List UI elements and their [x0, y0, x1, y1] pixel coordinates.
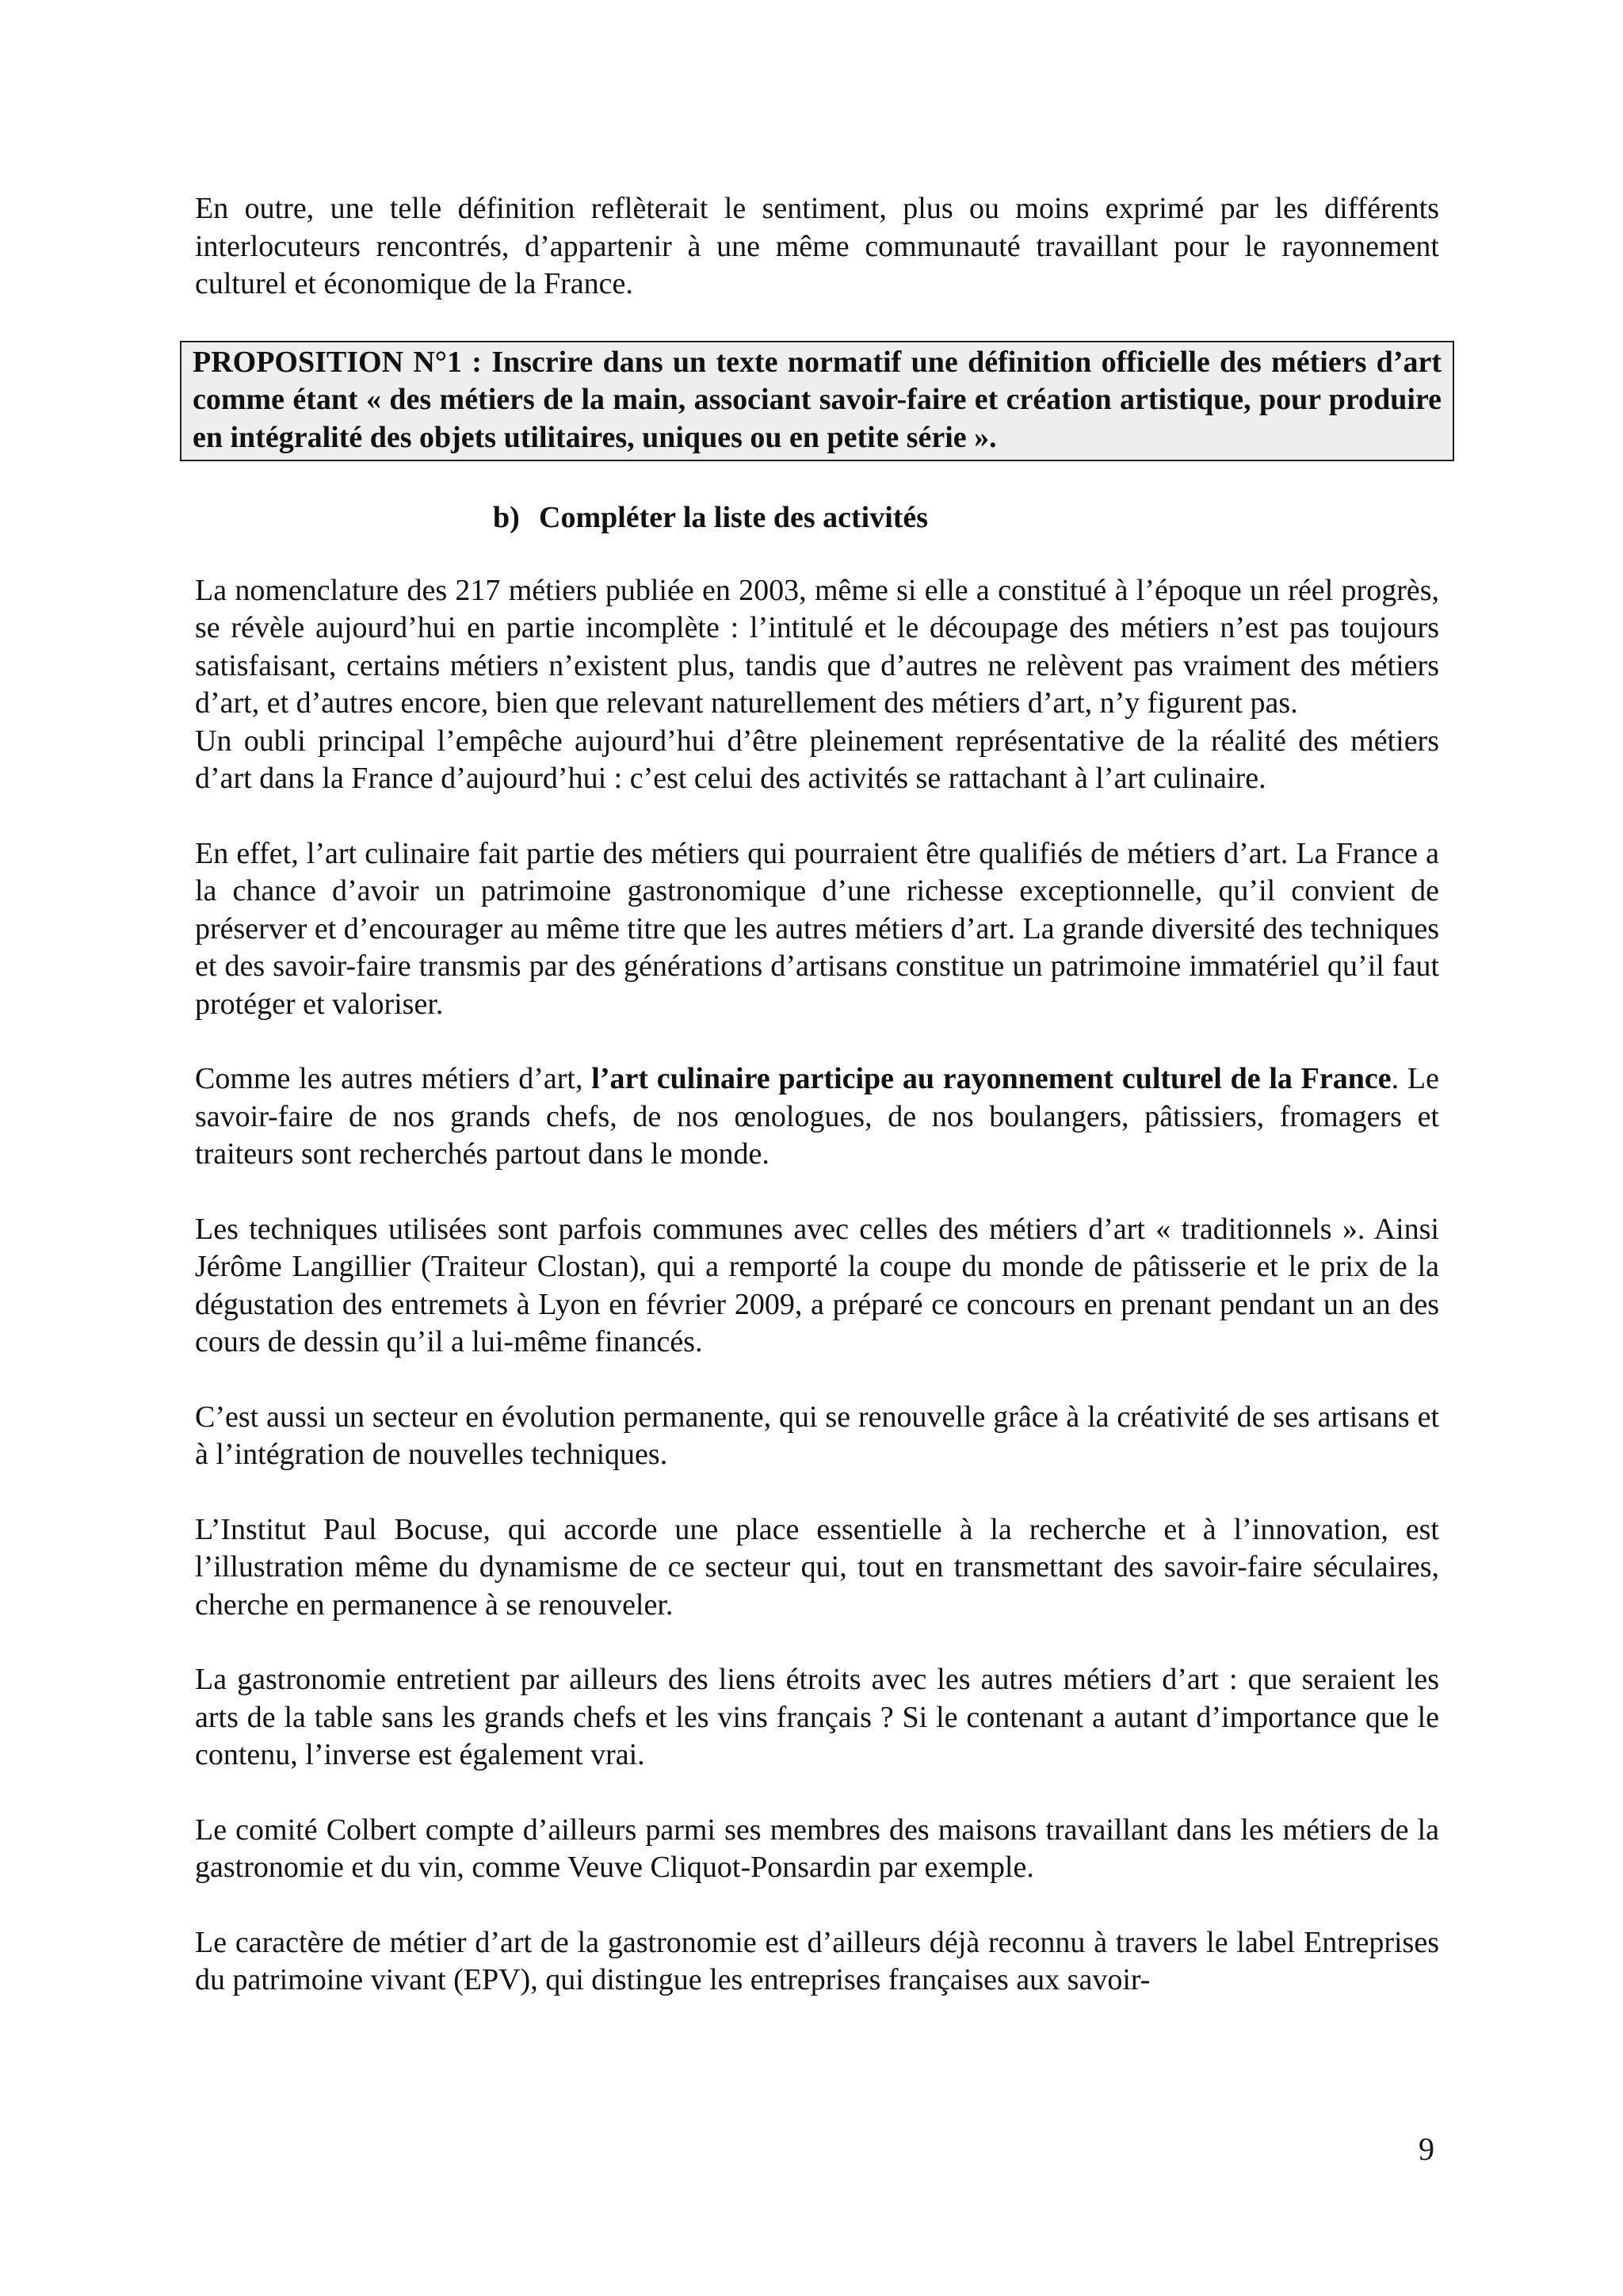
paragraph-techniques: Les techniques utilisées sont parfois communes avec celles des métiers d’art « traditionnels ». Ainsi Jérôme Langillier (Traiteur Clostan), qui a remporté la coupe du monde de pâtisserie et le prix de la dégustation des entremets à Lyon en février 2009, a préparé ce concours en prenant pendant un an des cours de dessin qu’il a lui-même financés.	[195, 1212, 1439, 1358]
paragraph-nomenclature: La nomenclature des 217 métiers publiée en 2003, même si elle a constitué à l’époque un réel progrès, se révèle aujourd’hui en partie incomplète : l’intitulé et le découpage des métiers n’est pas toujours satisfaisant, certains métiers n’existent plus, tandis que d’autres ne relèvent pas vraiment des métiers d’art, et d’autres encore, bien que relevant naturellement des métiers d’art, n’y figurent pas.	[195, 573, 1439, 720]
paragraph-oubli: Un oubli principal l’empêche aujourd’hui d’être pleinement représentative de la réalité des métiers d’art dans la France d’aujourd’hui : c’est celui des activités se rattachant à l’art culinaire.	[195, 724, 1439, 795]
paragraph-rayonnement	[195, 1060, 1439, 1174]
page-number: 9	[1419, 2131, 1434, 2167]
rayonnement-bold: l’art culinaire participe au rayonnement culturel de la France	[591, 1062, 1392, 1095]
paragraph-intro: En outre, une telle définition reflèterait le sentiment, plus ou moins exprimé par les différents interlocuteurs rencontrés, d’appartenir à une même communauté travaillant pour le rayonnement culturel et économique de la France.	[195, 192, 1439, 300]
paragraph-colbert: Le comité Colbert compte d’ailleurs parmi ses membres des maisons travaillant dans les métiers de la gastronomie et du vin, comme Veuve Cliquot-Ponsardin par exemple.	[195, 1813, 1439, 1884]
rayonnement-rest: . Le savoir-faire de nos grands chefs, de nos œnologues, de nos boulangers, pâtissiers, fromagers et traiteurs sont recherchés partout dans le monde.	[195, 1062, 1439, 1171]
paragraph-epv: Le caractère de métier d’art de la gastronomie est d’ailleurs déjà reconnu à travers le label Entreprises du patrimoine vivant (EPV), qui distingue les entreprises françaises aux savoir-	[195, 1925, 1439, 1996]
section-heading	[195, 499, 1439, 537]
paragraph-gastronomie: La gastronomie entretient par ailleurs des liens étroits avec les autres métiers d’art : que seraient les arts de la table sans les grands chefs et les vins français ? Si le contenant a autant d’importance que le contenu, l’inverse est également vrai.	[195, 1663, 1439, 1771]
rayonnement-lead: Comme les autres métiers d’art,	[195, 1062, 592, 1095]
document-body	[193, 190, 1442, 2037]
paragraph-effet: En effet, l’art culinaire fait partie des métiers qui pourraient être qualifiés de métiers d’art. La France a la chance d’avoir un patrimoine gastronomique d’une richesse exceptionnelle, qu’il convient de préserver et d’encourager au même titre que les autres métiers d’art. La grande diversité des techniques et des savoir-faire transmis par des générations d’artisans constitue un patrimoine immatériel qu’il faut protéger et valoriser.	[195, 836, 1439, 1021]
paragraph-evolution: C’est aussi un secteur en évolution permanente, qui se renouvelle grâce à la créativité de ses artisans et à l’intégration de nouvelles techniques.	[195, 1400, 1439, 1471]
proposal-box: PROPOSITION N°1 : Inscrire dans un texte normatif une définition officielle des métiers d’art comme étant « des métiers de la main, associant savoir-faire et création artistique, pour produire en intégralité des objets utilitaires, uniques ou en petite série ».	[180, 341, 1454, 462]
section-title: Compléter la liste des activités	[539, 501, 929, 534]
section-number: b)	[493, 501, 520, 534]
paragraph-bocuse: L’Institut Paul Bocuse, qui accorde une place essentielle à la recherche et à l’innovation, est l’illustration même du dynamisme de ce secteur qui, tout en transmettant des savoir-faire séculaires, cherche en permanence à se renouveler.	[195, 1512, 1439, 1622]
